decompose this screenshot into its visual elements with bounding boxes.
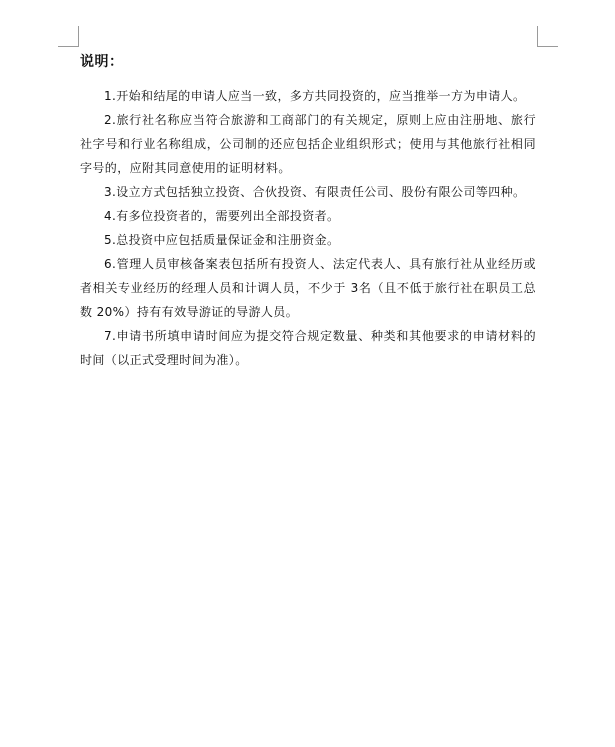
crop-mark-top-left xyxy=(58,26,79,47)
note-item-1: 1.开始和结尾的申请人应当一致，多方共同投资的，应当推举一方为申请人。 xyxy=(104,89,526,103)
document-body xyxy=(80,52,536,372)
note-item-2: 2.旅行社名称应当符合旅游和工商部门的有关规定，原则上应由注册地、旅行社字号和行业名称组成，公司制的还应包括企业组织形式；使用与其他旅行社相同字号的，应附其同意使用的证明材料。 xyxy=(80,113,536,175)
note-item-3: 3.设立方式包括独立投资、合伙投资、有限责任公司、股份有限公司等四种。 xyxy=(104,185,526,199)
note-item-4: 4.有多位投资者的，需要列出全部投资者。 xyxy=(104,209,340,223)
note-item-6: 6.管理人员审核备案表包括所有投资人、法定代表人、具有旅行社从业经历或者相关专业经历的经理人员和计调人员，不少于 3名（且不低于旅行社在职员工总数 20%）持有有效导游证的导游人员。 xyxy=(80,257,536,319)
crop-mark-top-right xyxy=(537,26,558,47)
note-item-5: 5.总投资中应包括质量保证金和注册资金。 xyxy=(104,233,340,247)
note-item-7: 7.申请书所填申请时间应为提交符合规定数量、种类和其他要求的申请材料的时间（以正式受理时间为准）。 xyxy=(80,329,536,367)
section-heading: 说明： xyxy=(80,54,124,70)
